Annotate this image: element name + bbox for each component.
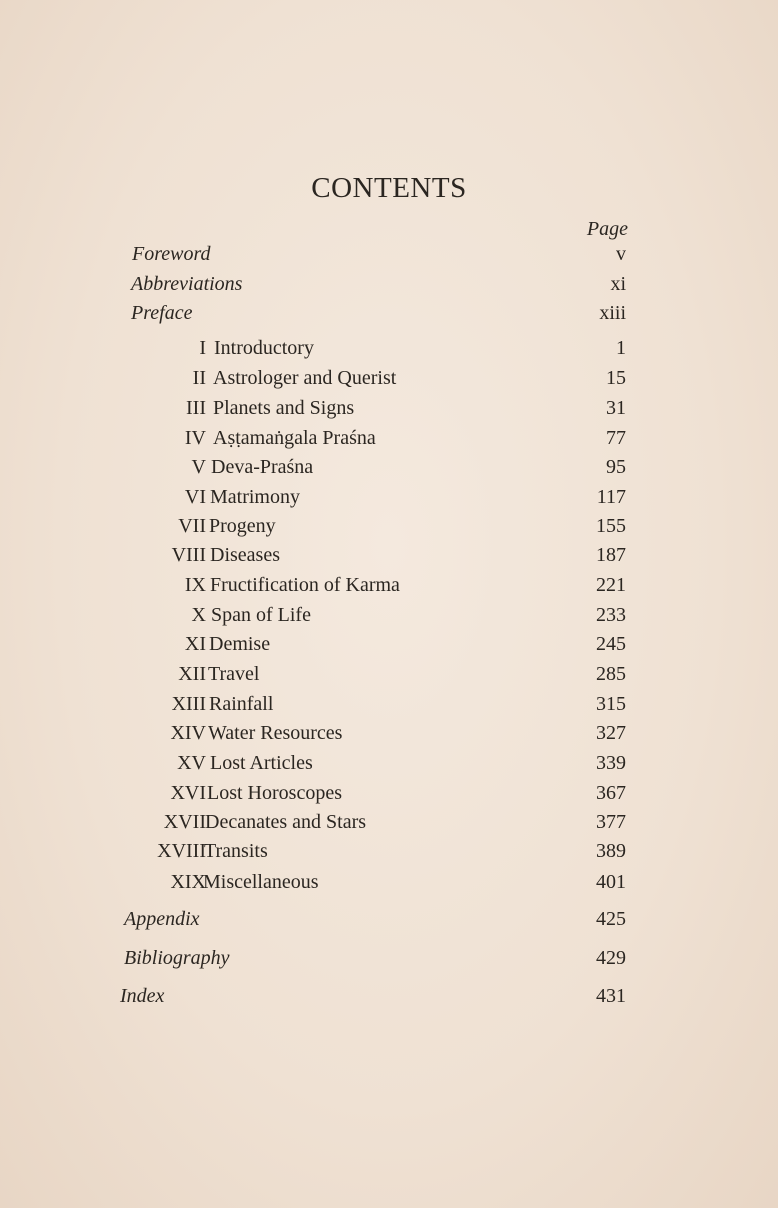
page-column-label: Page: [586, 218, 628, 240]
chapter-title: Progeny: [209, 515, 276, 537]
chapter-number: XVI: [170, 782, 206, 804]
chapter-title: Transits: [204, 840, 268, 862]
toc-entry-page: 431: [596, 985, 626, 1007]
chapter-number: I: [199, 337, 206, 359]
toc-entry-index[interactable]: [0, 982, 778, 1010]
chapter-title: Aṣṭamaṅgala Praśna: [213, 427, 376, 449]
chapter-page: 1: [616, 337, 626, 359]
toc-chapter-1[interactable]: [0, 334, 778, 362]
toc-entry-bibliography[interactable]: [0, 944, 778, 972]
chapter-number: XIX: [170, 871, 206, 893]
toc-chapter-18[interactable]: [0, 837, 778, 865]
chapter-number: II: [192, 367, 206, 389]
chapter-number: XV: [177, 752, 206, 774]
toc-chapter-16[interactable]: [0, 779, 778, 807]
toc-chapter-2[interactable]: [0, 364, 778, 392]
chapter-page: 15: [606, 367, 626, 389]
chapter-title: Deva-Praśna: [211, 456, 314, 478]
toc-chapter-11[interactable]: [0, 630, 778, 658]
chapter-title: Lost Horoscopes: [207, 782, 342, 804]
chapter-title: Rainfall: [209, 693, 274, 715]
toc-entry-page: v: [616, 243, 626, 265]
chapter-number: XVII: [163, 811, 206, 833]
chapter-number: XIII: [171, 693, 206, 715]
chapter-title: Decanates and Stars: [205, 811, 367, 833]
chapter-number: XI: [184, 633, 206, 655]
toc-chapter-5[interactable]: [0, 453, 778, 481]
toc-chapter-3[interactable]: [0, 394, 778, 422]
toc-entry-page: xi: [610, 273, 626, 295]
chapter-title: Introductory: [214, 337, 314, 359]
chapter-title: Astrologer and Querist: [213, 367, 397, 389]
chapter-number: XVIII: [157, 840, 206, 862]
toc-entry-label: Abbreviations: [131, 273, 243, 295]
toc-entry-label: Index: [120, 985, 165, 1007]
chapter-page: 367: [596, 782, 626, 804]
chapter-page: 155: [596, 515, 626, 537]
chapter-title: Matrimony: [210, 486, 300, 508]
chapter-page: 339: [596, 752, 626, 774]
toc-chapter-12[interactable]: [0, 660, 778, 688]
chapter-title: Travel: [208, 663, 260, 685]
chapter-number: III: [186, 397, 206, 419]
chapter-title: Planets and Signs: [213, 397, 355, 419]
toc-entry-appendix[interactable]: [0, 905, 778, 933]
chapter-page: 377: [596, 811, 626, 833]
chapter-number: VIII: [171, 544, 206, 566]
chapter-number: IV: [184, 427, 206, 449]
chapter-number: XII: [178, 663, 206, 685]
chapter-page: 389: [596, 840, 626, 862]
chapter-number: X: [191, 604, 206, 626]
chapter-number: VII: [178, 515, 206, 537]
toc-chapter-4[interactable]: [0, 424, 778, 452]
chapter-number: V: [191, 456, 206, 478]
chapter-title: Lost Articles: [210, 752, 313, 774]
toc-entry-label: Foreword: [132, 243, 211, 265]
chapter-number: IX: [184, 574, 206, 596]
toc-entry-label: Preface: [131, 302, 193, 324]
chapter-title: Fructification of Karma: [210, 574, 400, 596]
chapter-page: 233: [596, 604, 626, 626]
chapter-title: Diseases: [210, 544, 280, 566]
toc-entry-page: 425: [596, 908, 626, 930]
page-title: CONTENTS: [311, 172, 467, 204]
toc-entry-label: Appendix: [124, 908, 200, 930]
chapter-title: Demise: [209, 633, 271, 655]
toc-chapter-13[interactable]: [0, 690, 778, 718]
toc-chapter-6[interactable]: [0, 483, 778, 511]
chapter-page: 327: [596, 722, 626, 744]
chapter-title: Miscellaneous: [203, 871, 319, 893]
chapter-title: Span of Life: [211, 604, 311, 626]
toc-chapter-19[interactable]: [0, 868, 778, 896]
chapter-page: 285: [596, 663, 626, 685]
toc-chapter-8[interactable]: [0, 541, 778, 569]
chapter-page: 117: [596, 486, 626, 508]
toc-chapter-15[interactable]: [0, 749, 778, 777]
chapter-page: 31: [606, 397, 626, 419]
toc-chapter-7[interactable]: [0, 512, 778, 540]
chapter-page: 401: [596, 871, 626, 893]
chapter-page: 95: [606, 456, 626, 478]
toc-entry-page: 429: [596, 947, 626, 969]
chapter-page: 315: [596, 693, 626, 715]
toc-chapter-10[interactable]: [0, 601, 778, 629]
chapter-title: Water Resources: [208, 722, 343, 744]
toc-entry-page: xiii: [599, 302, 626, 324]
toc-entry-abbreviations[interactable]: [0, 270, 778, 298]
chapter-number: XIV: [170, 722, 206, 744]
toc-chapter-17[interactable]: [0, 808, 778, 836]
chapter-page: 187: [596, 544, 626, 566]
toc-entry-foreword[interactable]: [0, 240, 778, 268]
toc-chapter-9[interactable]: [0, 571, 778, 599]
toc-entry-label: Bibliography: [124, 947, 230, 969]
chapter-page: 77: [606, 427, 626, 449]
chapter-page: 245: [596, 633, 626, 655]
chapter-number: VI: [184, 486, 206, 508]
toc-entry-preface[interactable]: [0, 299, 778, 327]
chapter-page: 221: [596, 574, 626, 596]
toc-chapter-14[interactable]: [0, 719, 778, 747]
